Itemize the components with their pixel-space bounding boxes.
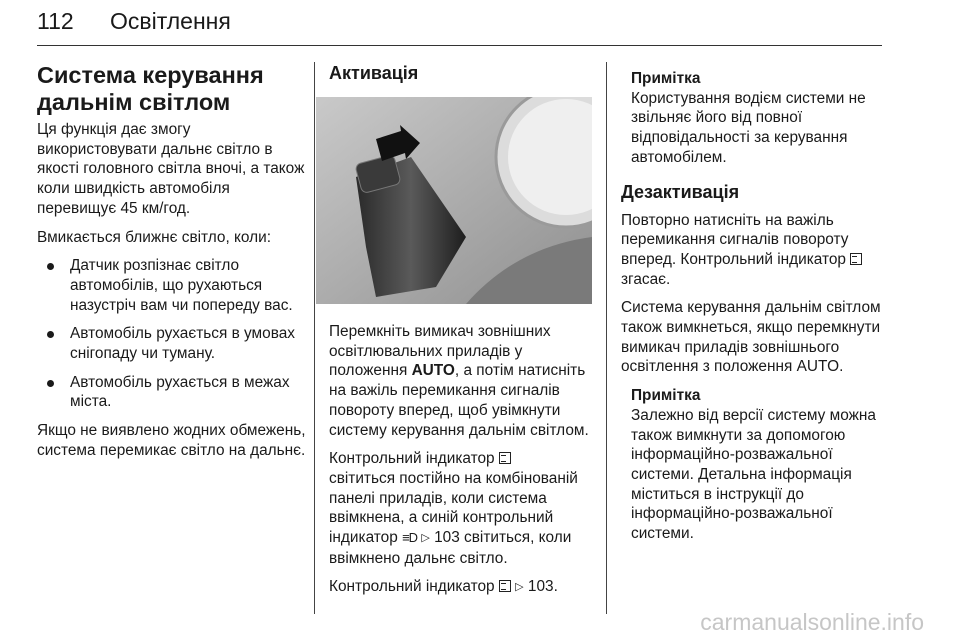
note-title: Примітка [631,70,701,87]
outro-paragraph: Якщо не виявлено жодних обмежень, система перемикає світло на дальнє. [37,422,306,459]
activation-heading: Активація [329,63,419,83]
note-text: Користування водієм системи не звільняє його від повної відповідальності за керування автомобілем. [631,89,866,166]
triangle-reference-icon: ▷ [421,532,430,545]
page-header [37,8,231,35]
activation-text [329,322,601,607]
stalk-photo [316,97,592,304]
indicator-paragraph: Контрольний індикатор світиться постійно на комбінованій панелі приладів, коли система ввімкнена, а синій контрольний індикатор ≡D ▷ 103 світиться, коли ввімкнено дальнє світло. [329,450,578,567]
triangle-reference-icon: ▷ [515,581,524,594]
column-2 [329,62,601,92]
high-beam-icon: ≡D [402,530,418,546]
bullet-item: Автомобіль рухається в умовах снігопаду чи туману. [37,324,307,363]
section-title: Освітлення [110,8,231,34]
column-divider-1 [314,62,315,614]
switch-off-paragraph: Система керування дальнім світлом також вимкнеться, якщо перемкнути вимикач приладів зовнішнього освітлення з положення AUTO. [621,299,881,376]
intro-paragraph: Ця функція дає змогу використовувати дальнє світло в якості головного світла вночі, а також коли швидкість автомобіля перевищує 45 км/год. [37,121,305,217]
auto-position-label: AUTO [411,362,455,380]
auto-high-beam-icon [850,253,862,265]
auto-high-beam-icon [499,580,511,592]
column-1 [37,62,307,470]
note-box [621,386,886,544]
bullet-item: Датчик розпізнає світло автомобілів, що рухаються назустріч вам чи попереду вас. [37,256,307,315]
deactivation-heading: Дезактивація [621,181,740,202]
page-number: 112 [37,8,74,34]
note-box [621,69,886,168]
note-title: Примітка [631,387,701,405]
bullet-item: Автомобіль рухається в межах міста. [37,373,307,412]
column-divider-2 [606,62,607,614]
column-3 [621,69,886,544]
header-rule [37,45,882,46]
activation-paragraph: Перемкніть вимикач зовнішних освітлювальних приладів у положення AUTO, а потім натисніть на важіль перемикання сигналів повороту вперед, щоб увімкнути систему керування дальнім світлом. [329,323,589,439]
indicator-ref-paragraph: Контрольний індикатор ▷ 103. [329,578,558,596]
deactivation-paragraph: Повторно натисніть на важіль перемикання сигналів повороту вперед. Контрольний індикатор згасає. [621,211,886,290]
auto-high-beam-icon [499,452,511,464]
low-beam-conditions-lead: Вмикається ближнє світло, коли: [37,228,272,246]
watermark: carmanualsonline.info [700,609,924,635]
section-heading: Система керування дальнім світлом [37,62,264,115]
note-text: Залежно від версії систему можна також вимкнути за допомогою інформаційно-розважальної системи. Детальна інформація міститься в інструкції до інформаційно-розважальної системи. [631,406,876,543]
